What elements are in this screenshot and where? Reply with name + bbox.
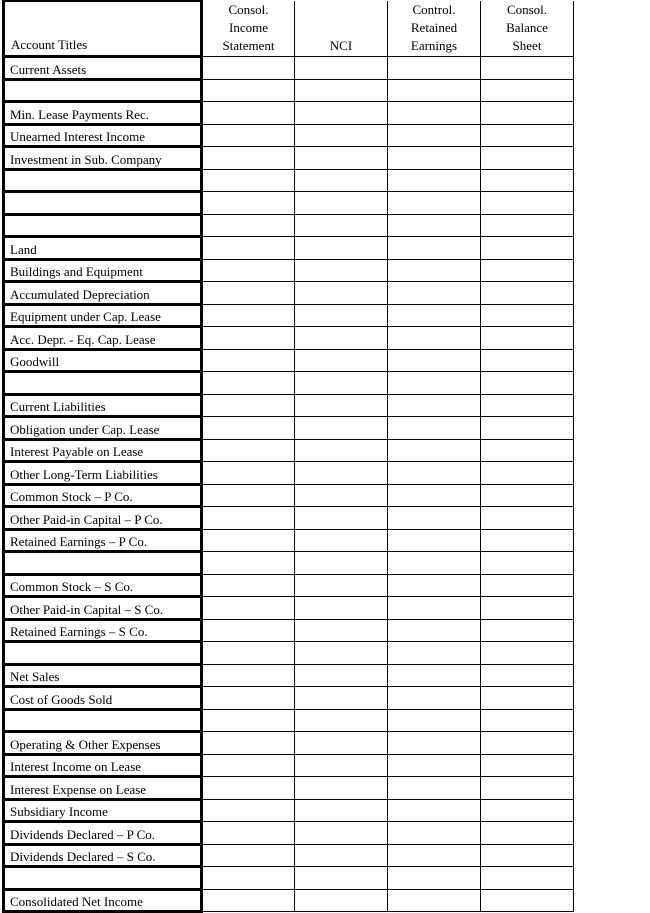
account-title-cell: Buildings and Equipment xyxy=(4,259,202,282)
account-title-cell: Consolidated Net Income xyxy=(4,889,202,912)
consol-income-statement-cell xyxy=(202,732,295,755)
control-retained-earnings-cell xyxy=(388,304,481,327)
consol-balance-sheet-cell xyxy=(481,822,574,845)
account-title-cell: Cost of Goods Sold xyxy=(4,687,202,710)
control-retained-earnings-cell xyxy=(388,124,481,147)
control-retained-earnings-cell xyxy=(388,844,481,867)
control-retained-earnings-cell xyxy=(388,462,481,485)
table-row xyxy=(4,732,574,755)
consol-income-statement-cell xyxy=(202,462,295,485)
consol-balance-sheet-cell xyxy=(481,394,574,417)
control-retained-earnings-header: Control. Retained Earnings xyxy=(388,1,481,57)
control-retained-earnings-cell xyxy=(388,822,481,845)
consol-income-statement-cell xyxy=(202,417,295,440)
consol-income-statement-cell xyxy=(202,259,295,282)
control-retained-earnings-cell xyxy=(388,642,481,665)
table-row xyxy=(4,552,574,575)
table-row xyxy=(4,529,574,552)
control-retained-earnings-cell xyxy=(388,372,481,395)
consol-income-statement-cell xyxy=(202,124,295,147)
account-title-cell: Accumulated Depreciation xyxy=(4,282,202,305)
table-row xyxy=(4,754,574,777)
account-title-cell: Common Stock – P Co. xyxy=(4,484,202,507)
table-row xyxy=(4,709,574,732)
consol-balance-sheet-cell xyxy=(481,79,574,102)
control-retained-earnings-cell xyxy=(388,507,481,530)
control-retained-earnings-cell xyxy=(388,214,481,237)
table-row xyxy=(4,147,574,170)
consol-income-statement-cell xyxy=(202,597,295,620)
nci-cell xyxy=(295,732,388,755)
account-title-cell: Land xyxy=(4,237,202,260)
consol-income-statement-cell xyxy=(202,57,295,80)
table-row xyxy=(4,822,574,845)
nci-cell xyxy=(295,552,388,575)
table-row xyxy=(4,777,574,800)
nci-cell xyxy=(295,214,388,237)
account-title-cell xyxy=(4,552,202,575)
account-title-cell: Min. Lease Payments Rec. xyxy=(4,102,202,125)
nci-header: NCI xyxy=(295,1,388,57)
header-row xyxy=(4,1,574,57)
account-title-cell: Interest Expense on Lease xyxy=(4,777,202,800)
control-retained-earnings-cell xyxy=(388,574,481,597)
consol-balance-sheet-cell xyxy=(481,259,574,282)
account-title-cell: Other Paid-in Capital – P Co. xyxy=(4,507,202,530)
consol-income-statement-cell xyxy=(202,282,295,305)
account-title-cell xyxy=(4,867,202,890)
table-row xyxy=(4,57,574,80)
consol-balance-sheet-cell xyxy=(481,799,574,822)
consol-balance-sheet-cell xyxy=(481,687,574,710)
account-titles-header: Account Titles xyxy=(4,1,202,57)
consol-balance-sheet-cell xyxy=(481,777,574,800)
consol-balance-sheet-cell xyxy=(481,597,574,620)
nci-cell xyxy=(295,462,388,485)
consol-income-statement-cell xyxy=(202,102,295,125)
control-retained-earnings-cell xyxy=(388,79,481,102)
table-row xyxy=(4,304,574,327)
account-title-cell: Current Assets xyxy=(4,57,202,80)
consol-balance-sheet-cell xyxy=(481,529,574,552)
table-row xyxy=(4,597,574,620)
control-retained-earnings-cell xyxy=(388,799,481,822)
account-title-cell xyxy=(4,642,202,665)
nci-cell xyxy=(295,394,388,417)
nci-cell xyxy=(295,597,388,620)
nci-cell xyxy=(295,349,388,372)
consol-income-statement-cell xyxy=(202,687,295,710)
consol-income-statement-cell xyxy=(202,237,295,260)
account-title-cell: Equipment under Cap. Lease xyxy=(4,304,202,327)
nci-cell xyxy=(295,799,388,822)
table-row xyxy=(4,214,574,237)
consol-balance-sheet-cell xyxy=(481,417,574,440)
consol-income-statement-cell xyxy=(202,844,295,867)
table-row xyxy=(4,327,574,350)
control-retained-earnings-cell xyxy=(388,777,481,800)
nci-cell xyxy=(295,574,388,597)
table-row xyxy=(4,462,574,485)
control-retained-earnings-cell xyxy=(388,889,481,912)
consol-balance-sheet-cell xyxy=(481,327,574,350)
table-row xyxy=(4,102,574,125)
account-title-cell: Investment in Sub. Company xyxy=(4,147,202,170)
nci-cell xyxy=(295,327,388,350)
consol-income-statement-cell xyxy=(202,664,295,687)
nci-cell xyxy=(295,417,388,440)
table-row xyxy=(4,349,574,372)
control-retained-earnings-cell xyxy=(388,259,481,282)
consol-balance-sheet-cell xyxy=(481,844,574,867)
nci-cell xyxy=(295,439,388,462)
control-retained-earnings-cell xyxy=(388,417,481,440)
control-retained-earnings-cell xyxy=(388,439,481,462)
control-retained-earnings-cell xyxy=(388,169,481,192)
table-row xyxy=(4,484,574,507)
nci-cell xyxy=(295,484,388,507)
nci-cell xyxy=(295,79,388,102)
account-title-cell: Dividends Declared – P Co. xyxy=(4,822,202,845)
table-row xyxy=(4,889,574,912)
nci-cell xyxy=(295,642,388,665)
nci-cell xyxy=(295,687,388,710)
nci-cell xyxy=(295,282,388,305)
nci-cell xyxy=(295,529,388,552)
table-row xyxy=(4,799,574,822)
account-title-cell: Retained Earnings – P Co. xyxy=(4,529,202,552)
consol-balance-sheet-cell xyxy=(481,102,574,125)
consol-balance-sheet-cell xyxy=(481,372,574,395)
control-retained-earnings-cell xyxy=(388,732,481,755)
consol-balance-sheet-cell xyxy=(481,664,574,687)
nci-cell xyxy=(295,507,388,530)
control-retained-earnings-cell xyxy=(388,552,481,575)
control-retained-earnings-cell xyxy=(388,327,481,350)
consol-income-statement-cell xyxy=(202,394,295,417)
control-retained-earnings-cell xyxy=(388,57,481,80)
nci-cell xyxy=(295,304,388,327)
control-retained-earnings-cell xyxy=(388,237,481,260)
table-row xyxy=(4,237,574,260)
control-retained-earnings-cell xyxy=(388,147,481,170)
consol-income-statement-cell xyxy=(202,372,295,395)
consol-balance-sheet-cell xyxy=(481,57,574,80)
table-row xyxy=(4,687,574,710)
control-retained-earnings-cell xyxy=(388,597,481,620)
consol-income-statement-cell xyxy=(202,147,295,170)
control-retained-earnings-cell xyxy=(388,619,481,642)
nci-cell xyxy=(295,372,388,395)
consol-balance-sheet-header: Consol. Balance Sheet xyxy=(481,1,574,57)
account-title-cell xyxy=(4,709,202,732)
account-title-cell xyxy=(4,79,202,102)
consol-balance-sheet-cell xyxy=(481,147,574,170)
table-row xyxy=(4,372,574,395)
nci-cell xyxy=(295,754,388,777)
consol-income-statement-cell xyxy=(202,799,295,822)
nci-cell xyxy=(295,777,388,800)
account-title-cell: Acc. Depr. - Eq. Cap. Lease xyxy=(4,327,202,350)
consol-income-statement-cell xyxy=(202,304,295,327)
consol-income-statement-cell xyxy=(202,529,295,552)
table-row xyxy=(4,867,574,890)
consol-income-statement-cell xyxy=(202,484,295,507)
table-row xyxy=(4,394,574,417)
account-title-cell: Interest Payable on Lease xyxy=(4,439,202,462)
consol-income-statement-cell xyxy=(202,79,295,102)
consol-income-statement-cell xyxy=(202,619,295,642)
account-title-cell: Unearned Interest Income xyxy=(4,124,202,147)
control-retained-earnings-cell xyxy=(388,282,481,305)
consol-income-statement-cell xyxy=(202,192,295,215)
table-row xyxy=(4,169,574,192)
table-row xyxy=(4,507,574,530)
account-title-cell: Retained Earnings – S Co. xyxy=(4,619,202,642)
nci-cell xyxy=(295,147,388,170)
consol-income-statement-cell xyxy=(202,349,295,372)
consol-balance-sheet-cell xyxy=(481,574,574,597)
nci-cell xyxy=(295,822,388,845)
consol-balance-sheet-cell xyxy=(481,462,574,485)
account-title-cell: Subsidiary Income xyxy=(4,799,202,822)
table-row xyxy=(4,417,574,440)
table-row xyxy=(4,282,574,305)
consol-income-statement-cell xyxy=(202,889,295,912)
consol-balance-sheet-cell xyxy=(481,732,574,755)
consol-income-statement-cell xyxy=(202,552,295,575)
consol-income-statement-cell xyxy=(202,574,295,597)
consol-balance-sheet-cell xyxy=(481,192,574,215)
account-title-cell xyxy=(4,214,202,237)
control-retained-earnings-cell xyxy=(388,349,481,372)
consol-balance-sheet-cell xyxy=(481,169,574,192)
account-title-cell: Other Long-Term Liabilities xyxy=(4,462,202,485)
account-title-cell xyxy=(4,192,202,215)
consol-income-statement-cell xyxy=(202,777,295,800)
control-retained-earnings-cell xyxy=(388,687,481,710)
nci-cell xyxy=(295,169,388,192)
consol-income-statement-cell xyxy=(202,754,295,777)
consol-income-statement-cell xyxy=(202,169,295,192)
table-row xyxy=(4,259,574,282)
consol-balance-sheet-cell xyxy=(481,282,574,305)
nci-cell xyxy=(295,889,388,912)
table-row xyxy=(4,642,574,665)
account-title-cell xyxy=(4,169,202,192)
consol-balance-sheet-cell xyxy=(481,619,574,642)
table-row xyxy=(4,124,574,147)
table-row xyxy=(4,192,574,215)
account-title-cell: Other Paid-in Capital – S Co. xyxy=(4,597,202,620)
consol-income-statement-cell xyxy=(202,439,295,462)
consol-income-statement-cell xyxy=(202,507,295,530)
consol-balance-sheet-cell xyxy=(481,237,574,260)
account-title-cell: Net Sales xyxy=(4,664,202,687)
consol-balance-sheet-cell xyxy=(481,304,574,327)
control-retained-earnings-cell xyxy=(388,102,481,125)
consol-income-statement-cell xyxy=(202,867,295,890)
control-retained-earnings-cell xyxy=(388,394,481,417)
table-row xyxy=(4,664,574,687)
account-title-cell: Obligation under Cap. Lease xyxy=(4,417,202,440)
control-retained-earnings-cell xyxy=(388,192,481,215)
nci-cell xyxy=(295,867,388,890)
consol-income-statement-cell xyxy=(202,822,295,845)
consol-balance-sheet-cell xyxy=(481,214,574,237)
control-retained-earnings-cell xyxy=(388,529,481,552)
table-row xyxy=(4,844,574,867)
consol-income-statement-cell xyxy=(202,709,295,732)
consol-balance-sheet-cell xyxy=(481,552,574,575)
nci-cell xyxy=(295,664,388,687)
nci-cell xyxy=(295,192,388,215)
control-retained-earnings-cell xyxy=(388,754,481,777)
control-retained-earnings-cell xyxy=(388,709,481,732)
table-row xyxy=(4,439,574,462)
nci-cell xyxy=(295,237,388,260)
account-title-cell: Dividends Declared – S Co. xyxy=(4,844,202,867)
nci-cell xyxy=(295,844,388,867)
consolidation-worksheet xyxy=(2,0,574,913)
account-title-cell: Goodwill xyxy=(4,349,202,372)
consol-income-statement-header: Consol. Income Statement xyxy=(202,1,295,57)
control-retained-earnings-cell xyxy=(388,867,481,890)
account-title-cell: Interest Income on Lease xyxy=(4,754,202,777)
consol-balance-sheet-cell xyxy=(481,507,574,530)
consol-balance-sheet-cell xyxy=(481,642,574,665)
account-title-cell: Current Liabilities xyxy=(4,394,202,417)
consol-balance-sheet-cell xyxy=(481,349,574,372)
account-title-cell: Operating & Other Expenses xyxy=(4,732,202,755)
table-row xyxy=(4,79,574,102)
control-retained-earnings-cell xyxy=(388,484,481,507)
nci-cell xyxy=(295,709,388,732)
consol-balance-sheet-cell xyxy=(481,484,574,507)
consol-balance-sheet-cell xyxy=(481,709,574,732)
account-title-cell xyxy=(4,372,202,395)
table-row xyxy=(4,619,574,642)
nci-cell xyxy=(295,259,388,282)
nci-cell xyxy=(295,124,388,147)
table-row xyxy=(4,574,574,597)
consol-balance-sheet-cell xyxy=(481,889,574,912)
consol-income-statement-cell xyxy=(202,214,295,237)
nci-cell xyxy=(295,57,388,80)
consol-income-statement-cell xyxy=(202,642,295,665)
account-title-cell: Common Stock – S Co. xyxy=(4,574,202,597)
nci-cell xyxy=(295,102,388,125)
consol-balance-sheet-cell xyxy=(481,439,574,462)
consol-income-statement-cell xyxy=(202,327,295,350)
consol-balance-sheet-cell xyxy=(481,124,574,147)
control-retained-earnings-cell xyxy=(388,664,481,687)
consol-balance-sheet-cell xyxy=(481,867,574,890)
nci-cell xyxy=(295,619,388,642)
consol-balance-sheet-cell xyxy=(481,754,574,777)
